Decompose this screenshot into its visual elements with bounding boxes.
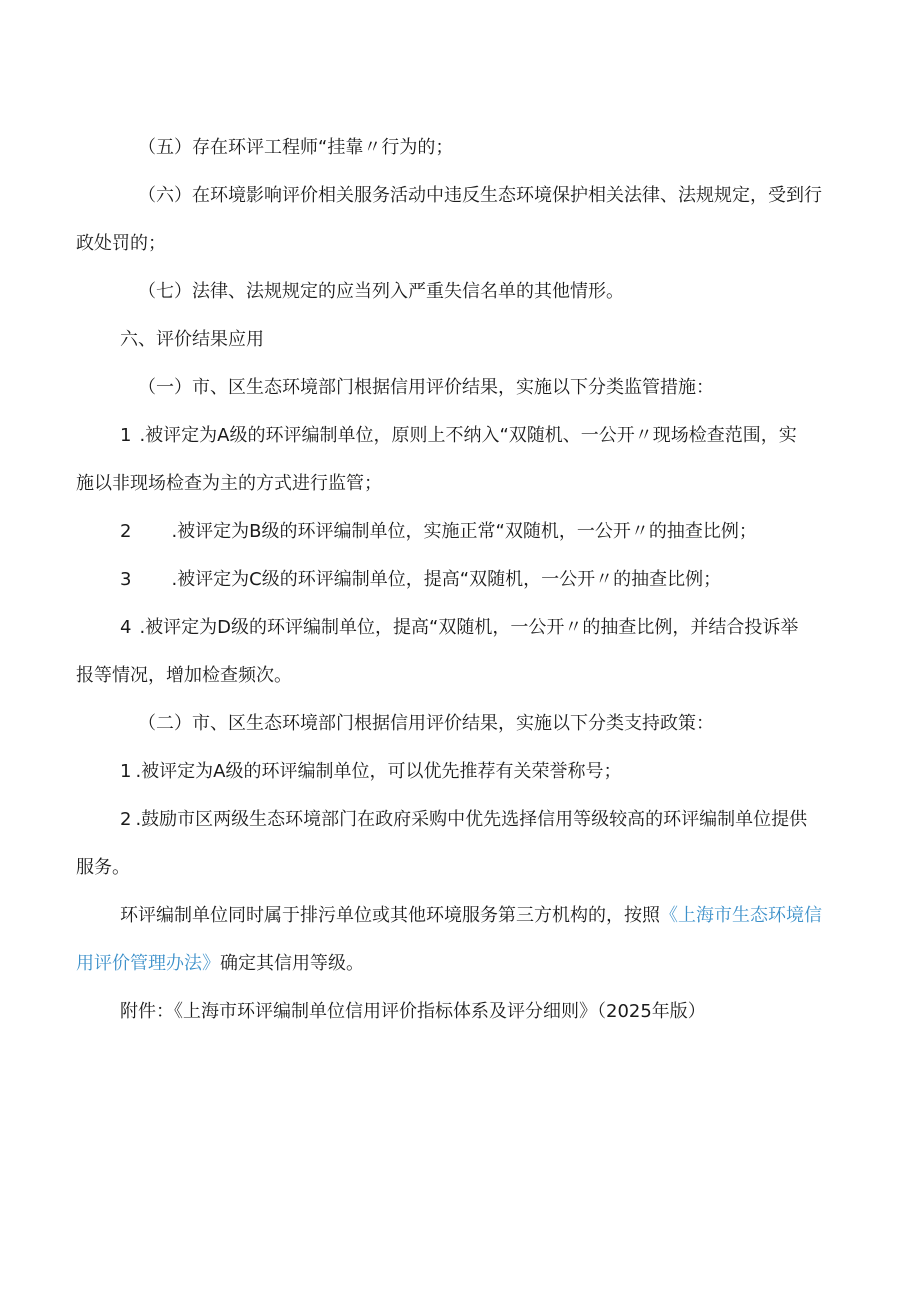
- item-6-line-1: （六）在环境影响评价相关服务活动中违反生态环境保护相关法律、法规规定，受到行: [138, 185, 822, 206]
- closing-line-1: [76, 892, 886, 940]
- sub-1-item-3-number: 3: [120, 569, 132, 590]
- section-6-title: 六、评价结果应用: [120, 329, 264, 350]
- sub-1-item-1-line-1: [76, 412, 886, 460]
- sub-2-item-2-number: 2: [120, 809, 132, 830]
- sub-1-item-2: [76, 508, 886, 556]
- sub-1-item-4-line-2: 报等情况，增加检查频次。: [76, 665, 292, 686]
- sub-1-item-1-text: .被评定为A级的环评编制单位，原则上不纳入“双随机、一公开〃现场检查范围，实: [139, 425, 797, 446]
- sub-1-item-4-line-1: [76, 604, 886, 652]
- credit-measures-link[interactable]: 《上海市生态环境信: [660, 905, 822, 926]
- sub-1-item-1-line-2: 施以非现场检查为主的方式进行监管；: [76, 473, 382, 494]
- item-7: （七）法律、法规规定的应当列入严重失信名单的其他情形。: [138, 281, 624, 302]
- sub-1-item-4-text: .被评定为D级的环评编制单位，提高“双随机，一公开〃的抽查比例，并结合投诉举: [139, 617, 799, 638]
- sub-2-item-1-text: .被评定为A级的环评编制单位，可以优先推荐有关荣誉称号；: [135, 761, 622, 782]
- sub-1-item-3-text: .被评定为C级的环评编制单位，提高“双随机，一公开〃的抽查比例；: [171, 569, 722, 590]
- sub-1-item-2-text: .被评定为B级的环评编制单位，实施正常“双随机，一公开〃的抽查比例；: [171, 521, 757, 542]
- item-6-line-2: 政处罚的；: [76, 233, 166, 254]
- sub-1-intro: （一）市、区生态环境部门根据信用评价结果，实施以下分类监管措施：: [138, 377, 714, 398]
- closing-prefix: 环评编制单位同时属于排污单位或其他环境服务第三方机构的，按照: [120, 905, 660, 926]
- item-5: （五）存在环评工程师“挂靠〃行为的；: [138, 137, 454, 158]
- closing-suffix: 确定其信用等级。: [220, 953, 364, 974]
- sub-2-intro: （二）市、区生态环境部门根据信用评价结果，实施以下分类支持政策：: [138, 713, 714, 734]
- credit-measures-link-continued[interactable]: 用评价管理办法》: [76, 953, 220, 974]
- sub-1-item-2-number: 2: [120, 521, 132, 542]
- attachment-line: 附件：《上海市环评编制单位信用评价指标体系及评分细则》（2025年版）: [120, 1001, 706, 1022]
- sub-2-item-1-number: 1: [120, 761, 132, 782]
- sub-2-item-1: [76, 748, 886, 796]
- sub-1-item-3: [76, 556, 886, 604]
- closing-line-2: [76, 940, 886, 988]
- sub-1-item-4-number: 4: [120, 617, 132, 638]
- sub-1-item-1-number: 1: [120, 425, 132, 446]
- sub-2-item-2-line-1: [76, 796, 886, 844]
- sub-2-item-2-text: .鼓励市区两级生态环境部门在政府采购中优先选择信用等级较高的环评编制单位提供: [135, 809, 808, 830]
- sub-2-item-2-line-2: 服务。: [76, 857, 130, 878]
